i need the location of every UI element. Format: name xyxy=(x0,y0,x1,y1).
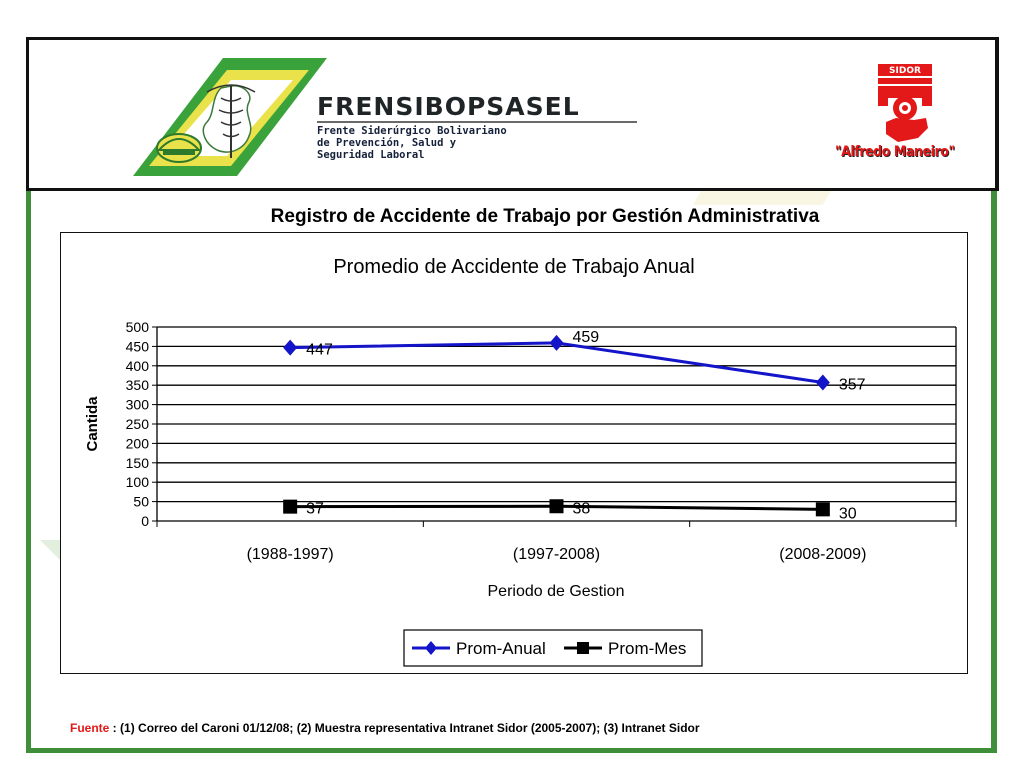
legend-label: Prom-Mes xyxy=(608,639,687,658)
y-tick-label: 100 xyxy=(125,474,149,491)
chart-container xyxy=(60,232,968,674)
y-tick-label: 500 xyxy=(125,319,149,335)
data-point-prom-anual xyxy=(816,374,830,390)
x-tick-label: (1988-1997) xyxy=(246,546,334,563)
data-point-prom-mes xyxy=(816,502,830,516)
y-tick-label: 350 xyxy=(125,377,149,394)
data-label: 30 xyxy=(838,505,857,523)
brand-name: FRENSIBOPSASEL xyxy=(317,92,580,121)
sidor-logo xyxy=(874,62,936,146)
data-point-prom-mes xyxy=(550,499,564,513)
source-label: Fuente xyxy=(70,721,110,735)
y-axis-label: Cantida xyxy=(84,396,101,452)
data-point-prom-mes xyxy=(283,500,297,514)
source-footnote xyxy=(70,721,700,735)
legend-swatch-marker xyxy=(577,642,589,654)
header-banner xyxy=(26,37,999,191)
frensibopsasel-logo xyxy=(103,58,327,176)
data-label: 357 xyxy=(838,376,866,394)
frame-left-border xyxy=(26,190,31,752)
source-text: (1) Correo del Caroni 01/12/08; (2) Muestra representativa Intranet Sidor (2005-2007); (3) Intranet Sidor xyxy=(120,721,700,735)
brand-subtitle-line-1: Frente Siderúrgico Bolivariano xyxy=(317,125,507,137)
legend-label: Prom-Anual xyxy=(456,639,546,658)
sidor-tagline: "Alfredo Maneiro" xyxy=(835,144,955,160)
data-label: 37 xyxy=(306,500,324,518)
chart-title: Promedio de Accidente de Trabajo Anual xyxy=(333,256,695,278)
brand-block xyxy=(317,92,637,161)
brand-divider xyxy=(317,121,637,123)
y-tick-label: 300 xyxy=(125,396,149,413)
x-tick-label: (1997-2008) xyxy=(512,546,601,563)
data-point-prom-anual xyxy=(283,340,297,356)
line-chart xyxy=(61,233,967,673)
y-tick-label: 150 xyxy=(125,454,149,471)
brand-subtitle-line-3: Seguridad Laboral xyxy=(317,149,425,161)
source-separator: : xyxy=(109,721,117,735)
data-label: 447 xyxy=(306,341,333,359)
x-tick-label: (2008-2009) xyxy=(779,546,867,563)
data-label: 38 xyxy=(572,500,591,518)
sidor-logo-text: SIDOR xyxy=(889,66,921,76)
y-tick-label: 250 xyxy=(125,416,149,432)
y-tick-label: 50 xyxy=(133,493,149,510)
brand-subtitle-line-2: de Prevención, Salud y xyxy=(317,137,457,149)
y-tick-label: 400 xyxy=(125,357,149,374)
y-tick-label: 450 xyxy=(125,338,149,355)
data-label: 459 xyxy=(572,328,600,346)
frame-bottom-border xyxy=(26,748,997,753)
y-tick-label: 200 xyxy=(125,435,149,452)
data-point-prom-anual xyxy=(550,335,564,351)
x-axis-label: Periodo de Gestion xyxy=(487,583,625,600)
slide-title: Registro de Accidente de Trabajo por Gestión Administrativa xyxy=(270,206,820,227)
y-tick-label: 0 xyxy=(141,513,149,529)
